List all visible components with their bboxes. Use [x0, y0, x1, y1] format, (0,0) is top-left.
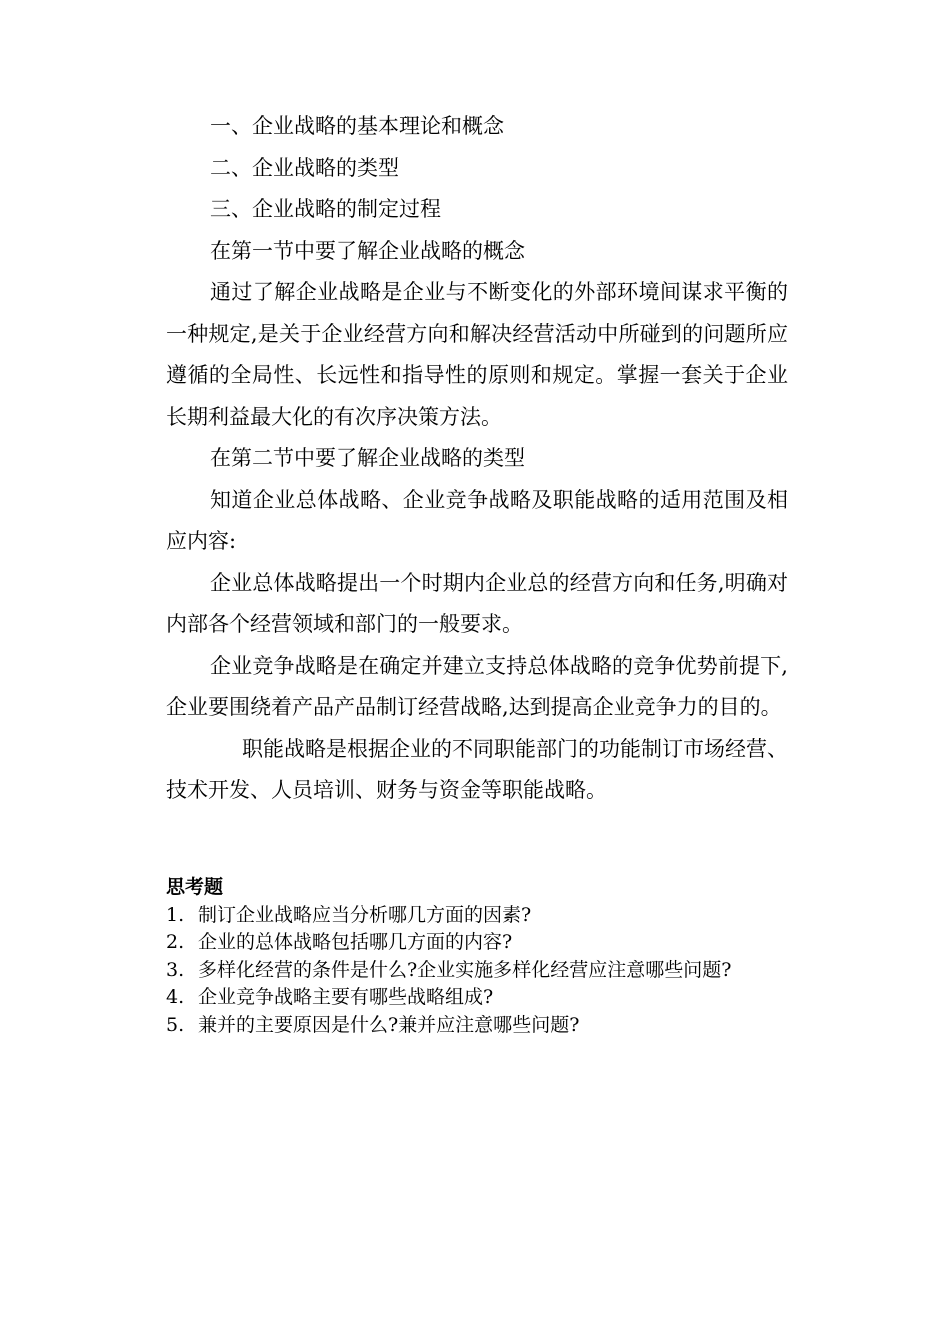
question-text: 兼并的主要原因是什么?兼并应注意哪些问题? — [198, 1013, 580, 1036]
question-number: 3. — [166, 958, 185, 981]
question-item — [166, 984, 788, 1012]
outline-item-3: 三、企业战略的制定过程 — [210, 197, 441, 221]
question-item — [166, 929, 788, 957]
question-item — [166, 957, 788, 985]
question-text: 多样化经营的条件是什么?企业实施多样化经营应注意哪些问题? — [198, 958, 732, 981]
competitive-strategy-paragraph: 企业竞争战略是在确定并建立支持总体战略的竞争优势前提下,企业要围绕着产品产品制订经营战略,达到提高企业竞争力的目的。 — [166, 653, 788, 719]
outline-item-2: 二、企业战略的类型 — [210, 155, 399, 180]
section-2-intro: 知道企业总体战略、企业竞争战略及职能战略的适用范围及相应内容: — [166, 487, 788, 553]
question-text: 企业竞争战略主要有哪些战略组成? — [198, 986, 494, 1008]
question-item — [166, 1012, 788, 1040]
question-number: 5. — [166, 1013, 185, 1036]
questions-title: 思考题 — [166, 876, 224, 898]
question-number: 1. — [166, 903, 185, 926]
question-text: 制订企业战略应当分析哪几方面的因素? — [198, 903, 532, 926]
questions-list — [166, 902, 788, 1040]
question-item — [166, 902, 788, 930]
section-1-paragraph: 通过了解企业战略是企业与不断变化的外部环境间谋求平衡的一种规定,是关于企业经营方向和解决经营活动中所碰到的问题所应遵循的全局性、长远性和指导性的原则和规定。掌握一套关于企业长期利益最大化的有次序决策方法。 — [166, 280, 788, 429]
functional-strategy-paragraph: 职能战略是根据企业的不同职能部门的功能制订市场经营、技术开发、人员培训、财务与资金等职能战略。 — [166, 736, 788, 802]
overall-strategy-paragraph: 企业总体战略提出一个时期内企业总的经营方向和任务,明确对内部各个经营领域和部门的一般要求。 — [166, 570, 788, 636]
questions-section — [166, 874, 788, 1039]
question-number: 2. — [166, 931, 185, 953]
question-number: 4. — [166, 986, 185, 1008]
section-1-heading: 在第一节中要了解企业战略的概念 — [210, 238, 525, 263]
body-text — [166, 106, 788, 812]
question-text: 企业的总体战略包括哪几方面的内容? — [198, 931, 513, 953]
outline-item-1: 一、企业战略的基本理论和概念 — [210, 114, 504, 138]
section-2-heading: 在第二节中要了解企业战略的类型 — [210, 446, 525, 470]
